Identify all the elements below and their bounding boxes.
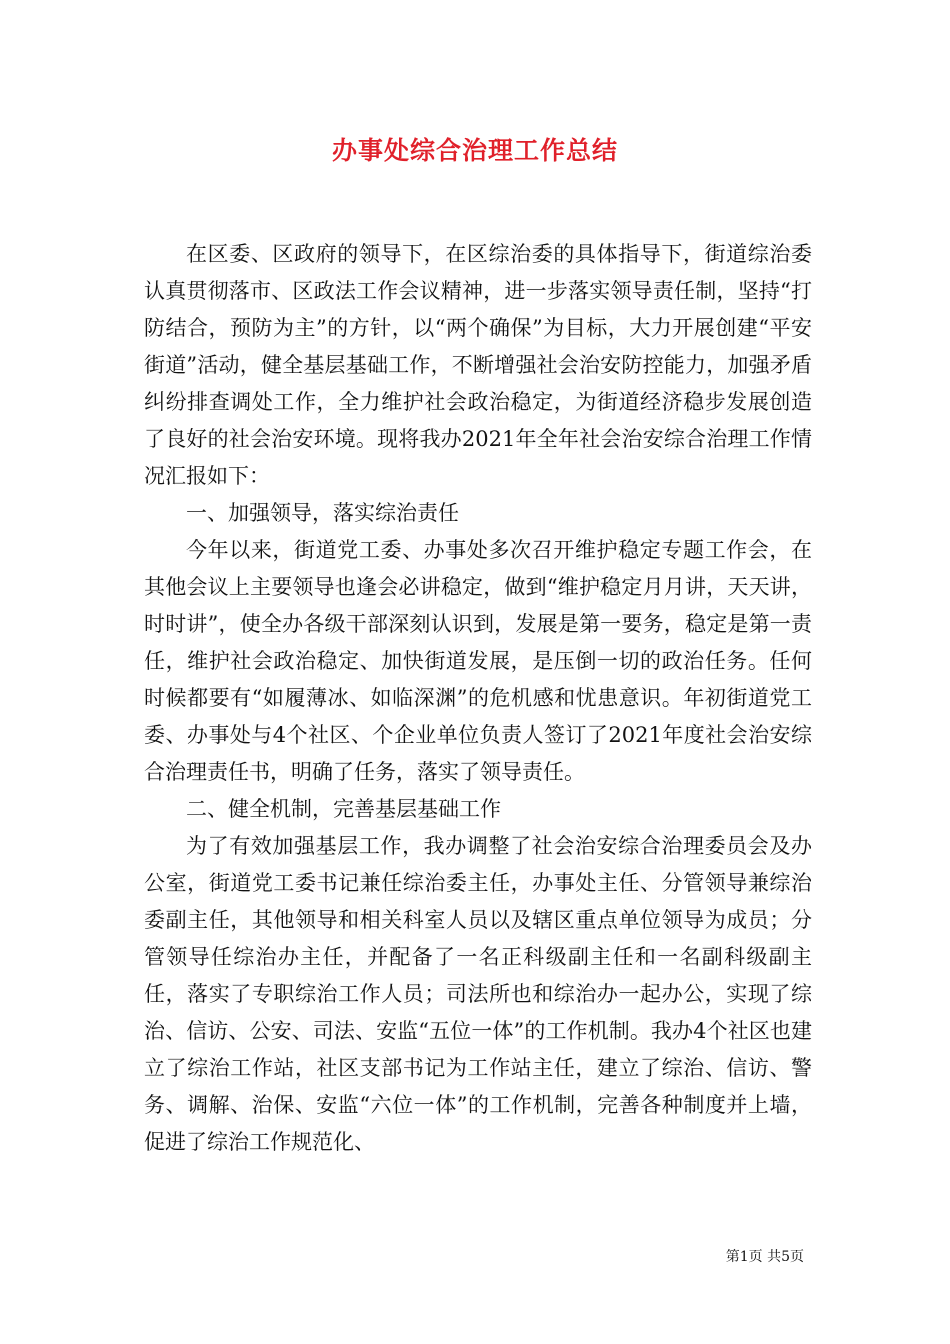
section-heading-2: 二、健全机制，完善基层基础工作 (186, 797, 501, 821)
section-heading-1: 一、加强领导，落实综治责任 (186, 501, 459, 525)
document-title: 办事处综合治理工作总结 (331, 136, 618, 165)
paragraph-section-2: 为了有效加强基层工作，我办调整了社会治安综合治理委员会及办公室，街道党工委书记兼任综治委主任，办事处主任、分管领导兼综治委副主任，其他领导和相关科室人员以及辖区重点单位领导为成员；分管领导任综治办主任，并配备了一名正科级副主任和一名副科级副主任，落实了专职综治工作人员；司法所也和综治办一起办公，实现了综治、信访、公安、司法、安监“五位一体”的工作机制。我办4个社区也建立了综治工作站，社区支部书记为工作站主任，建立了综治、信访、警务、调解、治保、安监“六位一体”的工作机制，完善各种制度并上墙，促进了综治工作规范化、 (144, 834, 812, 1154)
paragraph-section-1: 今年以来，街道党工委、办事处多次召开维护稳定专题工作会，在其他会议上主要领导也逢会必讲稳定，做到“维护稳定月月讲，天天讲，时时讲”，使全办各级干部深刻认识到，发展是第一要务，稳定是第一责任，维护社会政治稳定、加快街道发展，是压倒一切的政治任务。任何时候都要有“如履薄冰、如临深渊”的危机感和忧患意识。年初街道党工委、办事处与4个社区、个企业单位负责人签订了2021年度社会治安综合治理责任书，明确了任务，落实了领导责任。 (144, 538, 812, 784)
paragraph-intro: 在区委、区政府的领导下，在区综治委的具体指导下，街道综治委认真贯彻落市、区政法工作会议精神，进一步落实领导责任制，坚持“打防结合，预防为主”的方针，以“两个确保”为目标，大力开展创建“平安街道”活动，健全基层基础工作，不断增强社会治安防控能力，加强矛盾纠纷排查调处工作，全力维护社会政治稳定，为街道经济稳步发展创造了良好的社会治安环境。现将我办2021年全年社会治安综合治理工作情况汇报如下： (144, 242, 812, 488)
page-number-footer: 第1页 共5页 (725, 1249, 804, 1265)
document-body (144, 236, 812, 1161)
